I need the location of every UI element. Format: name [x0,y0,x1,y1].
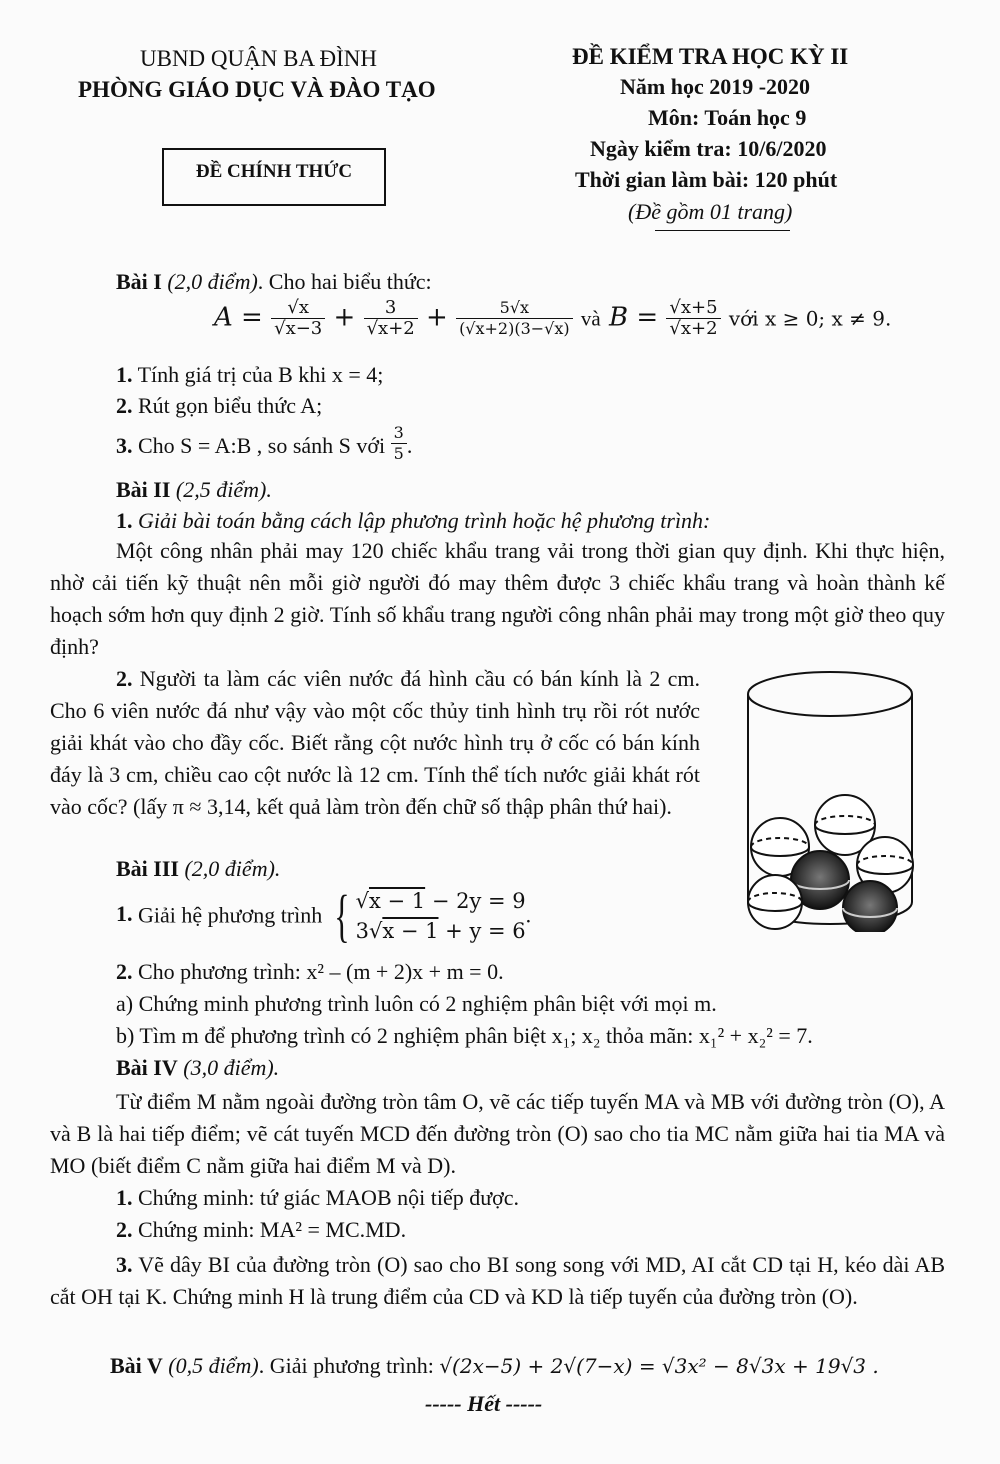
bai5-equation: √(2x−5) + 2√(7−x) = √3x² − 8√3x + 19√3 . [439,1354,879,1378]
bai4-text: Từ điểm M nằm ngoài đường tròn tâm O, vẽ các tiếp tuyến MA và MB với đường tròn (O), A và B là hai tiếp điểm; vẽ cát tuyến MCD đến đường tròn (O) sao cho tia MC nằm giữa hai tia MA và MO (biết điểm C nằm giữa hai điểm M và D). [50,1089,945,1178]
formula-a-lhs: A = [214,302,263,333]
fraction-term2 [364,298,418,339]
subject: Môn: Toán học 9 [648,105,807,130]
bai4-heading [116,1054,279,1083]
bai2-p1-text: Một công nhân phải may 120 chiếc khẩu trang vải trong thời gian quy định. Khi thực hiện, nhờ cải tiến kỹ thuật nên mỗi giờ người đó may thêm được 3 chiếc khẩu trang và hoàn thành kế hoạch sớm hơn quy định 2 giờ. Tính số khẩu trang người công nhân phải may trong một giờ theo quy định? [50,538,945,659]
glass-illustration [735,662,935,932]
bai4-q2 [116,1216,406,1245]
exam-title: ĐỀ KIỂM TRA HỌC KỲ II [572,44,849,69]
plus-sign: + [426,302,448,333]
bai3-points: (2,0 điểm). [184,856,281,881]
bai4-points: (3,0 điểm). [183,1055,280,1080]
bai5-text: . Giải phương trình: [258,1353,434,1378]
system-brace: { [334,883,350,948]
q-number: 1. [116,362,133,387]
q-number: 1. [116,1185,133,1210]
q-text: Người ta làm các viên nước đá hình cầu có bán kính là 2 cm. Cho 6 viên nước đá như vậy vào một cốc thủy tinh hình trụ rồi rót nước giải khát vào cho đầy cốc. Biết rằng cột nước hình trụ ở cốc có bán kính đáy là 3 cm, chiều cao cột nước là 12 cm. Tính thể tích nước giải khát rót vào cốc? (lấy π ≈ 3,14, kết quả làm tròn đến chữ số thập phân thứ hai). [50,666,701,819]
term3-numerator: 5√x [456,298,573,319]
bai3-qa: a) Chứng minh phương trình luôn có 2 nghiệm phân biệt với mọi m. [116,991,717,1016]
ice-ball-dark [843,881,897,932]
term2-denominator: √x+2 [366,318,415,339]
bai1-q3 [116,423,412,464]
ice-ball [748,875,802,929]
term3-denominator: (√x+2)(3−√x) [459,319,570,338]
bai3-q1 [116,883,532,948]
term1-denominator: √x−3 [274,318,323,339]
system-eq2: 3√x − 1 + y = 6 [355,919,526,943]
bai2-p2 [50,663,700,823]
bai2-points: (2,5 điểm). [175,477,272,502]
term2-numerator: 3 [364,298,418,319]
bai1-intro: . Cho hai biểu thức: [257,269,432,294]
q-number: 2. [116,1217,133,1242]
bai1-q2 [116,392,322,421]
q-end: . [406,433,413,458]
q-text: Cho phương trình: x² – (m + 2)x + m = 0. [138,959,504,984]
end-mark: ----- Hết ----- [425,1391,543,1416]
q-text: Tính giá trị của B khi x = 4; [137,362,384,387]
fraction-term3 [456,298,573,339]
term1-numerator: √x [271,298,325,319]
condition: với x ≥ 0; x ≠ 9. [728,306,892,331]
bai5-points: (0,5 điểm) [168,1353,259,1378]
bai3-qb: b) Tìm m để phương trình có 2 nghiệm phân biệt x₁; x₂ thỏa mãn: x₁² + x₂² = 7. [116,1023,813,1048]
bai2-label: Bài II [116,477,171,502]
department-name: UBND QUẬN BA ĐÌNH [140,46,378,71]
exam-date: Ngày kiểm tra: 10/6/2020 [590,136,827,161]
q-title: Giải bài toán bằng cách lập phương trình hoặc hệ phương trình: [138,508,711,533]
fraction-b [666,298,720,339]
q-number: 1. [116,508,133,533]
q-text: Giải hệ phương trình [138,902,323,928]
fraction-three-fifths [391,423,407,464]
q-number: 3. [116,1252,133,1277]
sys-end: . [525,902,532,928]
bai2-heading [116,476,272,505]
q-text: Rút gọn biểu thức A; [138,393,323,418]
equation-system [356,886,526,946]
duration: Thời gian làm bài: 120 phút [575,167,838,192]
plus-sign: + [333,302,356,333]
bai1-heading [116,268,432,297]
bai1-q1 [116,361,383,390]
bai1-label: Bài I [116,269,162,294]
bai1-formula [214,298,891,339]
pages-note: (Đề gồm 01 trang) [628,199,793,224]
q-number: 2. [116,666,133,691]
fraction-term1 [271,298,325,339]
and-word: và [580,306,601,331]
bai3-heading [116,855,280,884]
bai5-label: Bài V [110,1353,163,1378]
b-numerator: √x+5 [666,298,720,319]
q-number: 3. [116,433,133,458]
q-text: Vẽ dây BI của đường tròn (O) sao cho BI song song với MD, AI cắt CD tại H, kéo dài AB cắt OH tại K. Chứng minh H là trung điểm của CD và KD là tiếp tuyến của đường tròn (O). [50,1252,945,1309]
bai4-q3 [50,1249,945,1313]
q-text: Chứng minh: MA² = MC.MD. [138,1217,407,1242]
bai3-label: Bài III [116,856,179,881]
bai5 [110,1352,879,1381]
system-eq1: √x − 1 − 2y = 9 [355,889,526,913]
official-label: ĐỀ CHÍNH THỨC [195,161,353,182]
bai4-q1 [116,1184,519,1213]
q-text: Cho S = A:B , so sánh S với [138,433,386,458]
q-number: 2. [116,959,133,984]
school-year: Năm học 2019 -2020 [620,74,811,99]
q-number: 2. [116,393,133,418]
bai4-label: Bài IV [116,1055,178,1080]
bai1-points: (2,0 điểm) [167,269,258,294]
q-number: 1. [116,901,133,927]
q-text: Chứng minh: tứ giác MAOB nội tiếp được. [138,1185,520,1210]
bai2-p1-title [116,507,710,536]
frac-numerator: 3 [391,423,407,444]
b-denominator: √x+2 [669,318,718,339]
formula-b-lhs: B = [609,302,659,333]
office-name: PHÒNG GIÁO DỤC VÀ ĐÀO TẠO [78,77,436,102]
frac-denominator: 5 [393,444,404,463]
header-underline [655,230,790,231]
bai3-q2 [116,958,504,987]
